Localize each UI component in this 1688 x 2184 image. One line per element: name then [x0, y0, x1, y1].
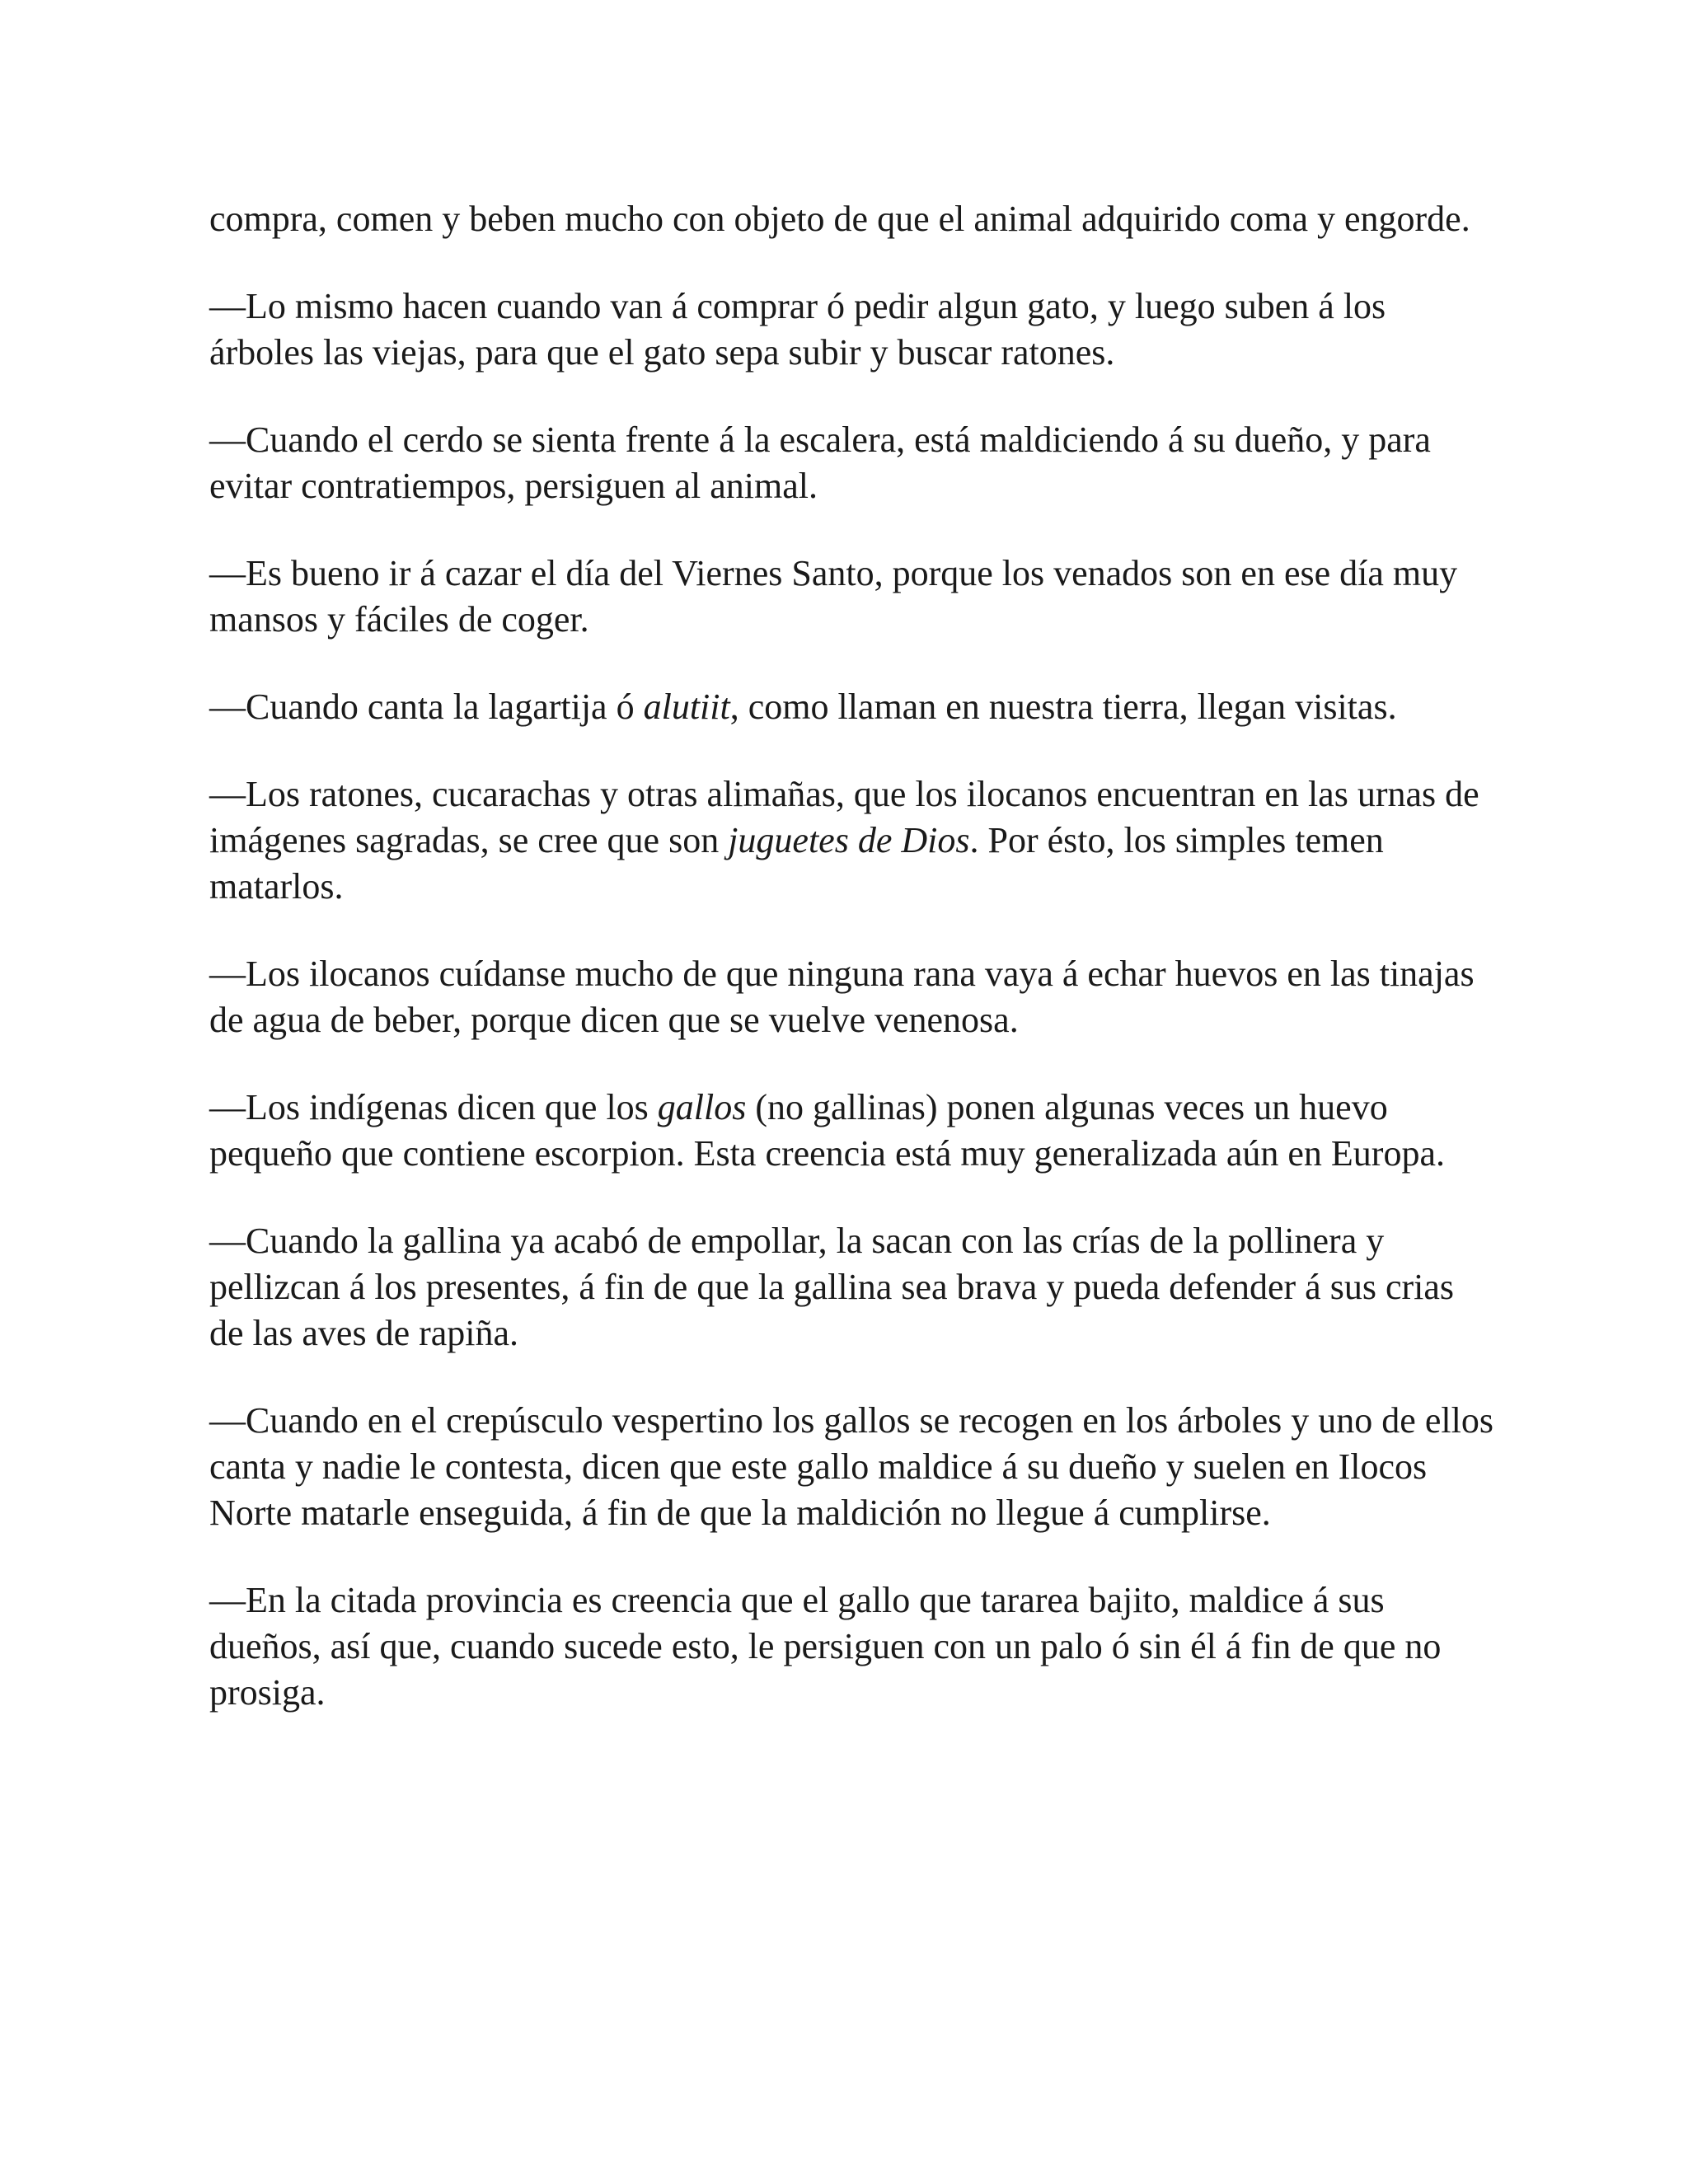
paragraph-1	[209, 196, 1495, 242]
italic-term: gallos	[657, 1087, 747, 1127]
paragraph-10	[209, 1398, 1495, 1536]
paragraph-11	[209, 1577, 1495, 1716]
paragraph-4	[209, 551, 1495, 643]
paragraph-text: —Los ilocanos cuídanse mucho de que ninguna rana vaya á echar huevos en las tinajas de agua de beber, porque dicen que se vuelve venenosa.	[209, 954, 1475, 1040]
paragraph-text: —Es bueno ir á cazar el día del Viernes Santo, porque los venados son en ese día muy mansos y fáciles de coger.	[209, 553, 1458, 640]
italic-term: alutiit	[643, 687, 730, 727]
paragraph-text: —Cuando el cerdo se sienta frente á la escalera, está maldiciendo á su dueño, y para evitar contratiempos, persiguen al animal.	[209, 419, 1431, 506]
paragraph-text: compra, comen y beben mucho con objeto de que el animal adquirido coma y engorde.	[209, 199, 1470, 239]
paragraph-9	[209, 1218, 1495, 1357]
paragraph-text: , como llaman en nuestra tierra, llegan visitas.	[729, 687, 1397, 727]
paragraph-3	[209, 417, 1495, 509]
paragraph-text: —En la citada provincia es creencia que el gallo que tararea bajito, maldice á sus dueños, así que, cuando sucede esto, le persiguen con un palo ó sin él á fin de que no prosiga.	[209, 1580, 1442, 1713]
paragraph-7	[209, 951, 1495, 1043]
paragraph-8	[209, 1085, 1495, 1177]
paragraph-text: —Cuando la gallina ya acabó de empollar, la sacan con las crías de la pollinera y pellizcan á los presentes, á fin de que la gallina sea brava y pueda defender á sus crias de las aves de rapiña.	[209, 1221, 1455, 1353]
paragraph-2	[209, 284, 1495, 376]
body-text	[209, 196, 1495, 1716]
paragraph-text: —Los ratones, cucarachas y otras alimañas, que los ilocanos encuentran en las urnas de imágenes sagradas, se cree que son	[209, 774, 1479, 860]
paragraph-text: (no gallinas) ponen algunas veces un huevo pequeño que contiene escorpion. Esta creencia está muy generalizada aún en Europa.	[209, 1087, 1445, 1174]
paragraph-text: —Lo mismo hacen cuando van á comprar ó pedir algun gato, y luego suben á los árboles las viejas, para que el gato sepa subir y buscar ratones.	[209, 286, 1386, 373]
paragraph-5	[209, 684, 1495, 730]
paragraph-text: —Los indígenas dicen que los	[209, 1087, 658, 1127]
italic-term: juguetes de Dios	[728, 820, 970, 860]
paragraph-text: . Por ésto, los simples temen matarlos.	[209, 820, 1384, 907]
paragraph-text: —Cuando en el crepúsculo vespertino los gallos se recogen en los árboles y uno de ellos canta y nadie le contesta, dicen que este gallo maldice á su dueño y suelen en Ilocos Norte matarle enseguida, á fin de que la maldición no llegue á cumplirse.	[209, 1400, 1493, 1533]
paragraph-6	[209, 771, 1495, 910]
paragraph-text: —Cuando canta la lagartija ó	[209, 687, 644, 727]
